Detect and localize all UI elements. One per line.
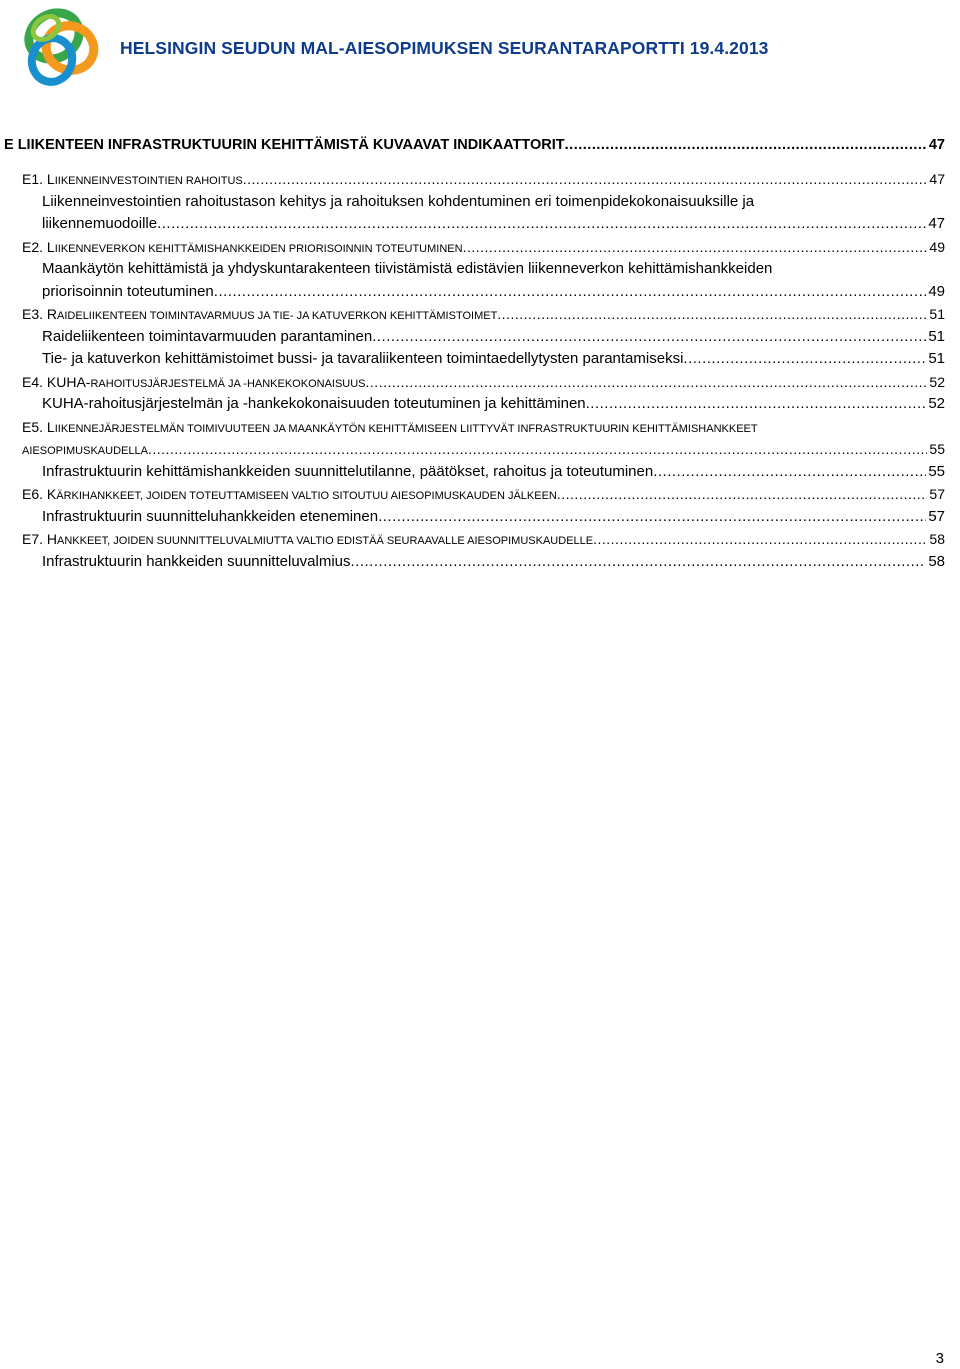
toc-entry-e6-sub[interactable] [42, 506, 945, 529]
toc-page-number: 57 [929, 486, 945, 502]
dot-leader [497, 303, 927, 326]
toc-page-number: 47 [928, 137, 945, 153]
toc-entry-label: AIESOPIMUSKAUDELLA [22, 445, 148, 457]
interlocking-rings-logo-icon [16, 4, 104, 90]
toc-entry-e5-sub[interactable] [42, 461, 945, 484]
toc-entry-e6[interactable] [22, 483, 945, 506]
toc-entry-label: E7. HANKKEET, JOIDEN SUUNNITTELUVALMIUTTA VALTIO EDISTÄÄ SEURAAVALLE AIESOPIMUSKAUDELLE [22, 531, 594, 547]
toc-page-number: 55 [928, 462, 945, 480]
toc-entry-label: Raideliikenteen toimintavarmuuden parantaminen [42, 327, 373, 345]
toc-page-number: 47 [928, 215, 945, 232]
dot-leader [148, 438, 927, 461]
toc-entry-label: E2. LIIKENNEVERKON KEHITTÄMISHANKKEIDEN PRIORISOINNIN TOTEUTUMINEN [22, 238, 463, 255]
toc-page-number: 52 [929, 373, 945, 390]
toc-entry-e3[interactable] [22, 303, 945, 326]
toc-page-number: 52 [928, 395, 945, 412]
toc-entry-label-line1: E5. LIIKENNEJÄRJESTELMÄN TOIMIVUUTEEN JA MAANKÄYTÖN KEHITTÄMISEEN LIITTYVÄT INFRASTRUKTUURIN KEHITTÄMISHANKKEET [22, 418, 758, 435]
toc-entry-e1[interactable] [22, 168, 945, 191]
toc-entry-e2[interactable] [22, 236, 945, 259]
toc-entry-label: E1. LIIKENNEINVESTOINTIEN RAHOITUS [22, 171, 243, 187]
dot-leader [366, 371, 928, 394]
dot-leader [683, 348, 926, 371]
dot-leader [157, 213, 926, 236]
toc-entry-e4[interactable] [22, 371, 945, 394]
toc-entry-label: Infrastruktuurin suunnitteluhankkeiden eteneminen [42, 507, 379, 525]
toc-entry-label: E3. RAIDELIIKENTEEN TOIMINTAVARMUUS JA TIE- JA KATUVERKON KEHITTÄMISTOIMET [22, 306, 498, 322]
toc-entry-e1-sub[interactable] [42, 191, 945, 236]
toc-entry-label: Tie- ja katuverkon kehittämistoimet bussi- ja tavaraliikenteen toimintaedellytysten parantamiseksi [42, 350, 684, 367]
page-number: 3 [935, 1350, 944, 1367]
dot-leader [653, 461, 926, 484]
dot-leader [372, 326, 926, 349]
dot-leader [243, 168, 928, 191]
toc-page-number: 57 [928, 507, 945, 525]
toc-page-number: 58 [929, 531, 945, 547]
dot-leader [565, 134, 927, 157]
toc-entry-e3-sub2[interactable] [42, 348, 945, 371]
toc-page-number: 49 [928, 282, 945, 300]
report-title: HELSINGIN SEUDUN MAL-AIESOPIMUKSEN SEURANTARAPORTTI 19.4.2013 [120, 38, 769, 58]
toc-entry-e7[interactable] [22, 528, 945, 551]
toc-entry-e3-sub1[interactable] [42, 326, 945, 349]
toc-entry-main[interactable] [4, 134, 945, 158]
toc-page-number: 58 [928, 552, 945, 570]
dot-leader [586, 393, 927, 416]
toc-entry-label: E6. KÄRKIHANKKEET, JOIDEN TOTEUTTAMISEEN VALTIO SITOUTUU AIESOPIMUSKAUDEN JÄLKEEN [22, 486, 557, 502]
toc-entry-e4-sub[interactable] [42, 393, 945, 416]
dot-leader [557, 483, 928, 506]
toc-page-number: 51 [928, 350, 945, 367]
toc-entry-e2-sub[interactable] [42, 258, 945, 303]
dot-leader [593, 528, 927, 551]
toc-page-number: 51 [928, 327, 945, 345]
toc-entry-label-line1: Liikenneinvestointien rahoitustason kehitys ja rahoituksen kohdentuminen eri toimenpidekokonaisuuksille ja [42, 192, 755, 210]
toc-entry-label-line1: Maankäytön kehittämistä ja yhdyskuntarakenteen tiivistämistä edistävien liikenneverkon kehittämishankkeiden [42, 260, 773, 277]
dot-leader [378, 506, 926, 529]
toc-page-number: 55 [929, 441, 945, 457]
toc-entry-label: Infrastruktuurin kehittämishankkeiden suunnittelutilanne, päätökset, rahoitus ja toteutuminen [42, 462, 654, 480]
toc-entry-label: liikennemuodoille [42, 215, 158, 232]
toc-entry-label: E4. KUHA-RAHOITUSJÄRJESTELMÄ JA -HANKEKOKONAISUUS [22, 373, 366, 390]
toc-page-number: 49 [929, 238, 945, 255]
dot-leader [463, 236, 928, 259]
table-of-contents [0, 134, 960, 573]
dot-leader [351, 551, 927, 574]
toc-entry-e5[interactable] [22, 416, 945, 461]
toc-entry-label: priorisoinnin toteutuminen [42, 282, 214, 300]
toc-page-number: 47 [929, 171, 945, 187]
toc-entry-label: Infrastruktuurin hankkeiden suunnitteluvalmius [42, 552, 351, 570]
dot-leader [214, 281, 927, 304]
toc-entry-label: E LIIKENTEEN INFRASTRUKTUURIN KEHITTÄMISTÄ KUVAAVAT INDIKAATTORIT [4, 137, 565, 153]
toc-page-number: 51 [929, 306, 945, 322]
toc-entry-e7-sub[interactable] [42, 551, 945, 574]
toc-entry-label: KUHA-rahoitusjärjestelmän ja -hankekokonaisuuden toteutuminen ja kehittäminen [42, 395, 586, 412]
